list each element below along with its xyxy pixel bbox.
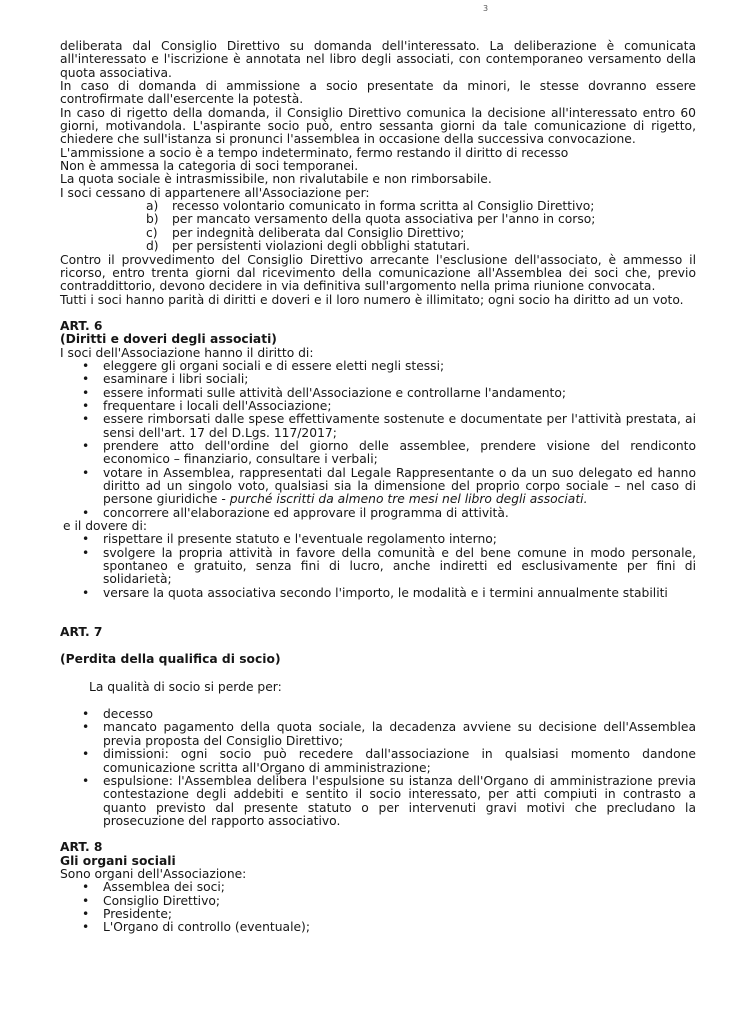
bullet-icon: • bbox=[82, 720, 90, 735]
cessation-letter: a) bbox=[146, 199, 159, 214]
cessation-letter: b) bbox=[146, 212, 159, 227]
intro-paragraph: In caso di rigetto della domanda, il Consiglio Direttivo comunica la decisione all'interessato entro 60 giorni, motivandola. L'aspirante socio può, entro sessanta giorni da tale comunicazione di rigetto, chiedere che sull'istanza si pronunci l'assemblea in occasione della successiva convocazione. bbox=[60, 105, 696, 147]
page-mark: 3 bbox=[483, 4, 489, 13]
intro-paragraph: Tutti i soci hanno parità di diritti e doveri e il loro numero è illimitato; ogni socio ha diritto ad un voto. bbox=[60, 292, 684, 307]
intro-paragraph: Non è ammessa la categoria di soci temporanei. bbox=[60, 159, 359, 174]
article-title: (Diritti e doveri degli associati) bbox=[60, 332, 277, 347]
list-item: • frequentare i locali dell'Associazione; bbox=[82, 398, 332, 413]
list-item: • mancato pagamento della quota sociale, la decadenza avviene su decisione dell'Assemblea previa proposta del Consiglio Direttivo; bbox=[82, 720, 696, 748]
list-item: • Assemblea dei soci; bbox=[82, 880, 225, 895]
cessation-item bbox=[146, 213, 696, 226]
bullet-icon: • bbox=[82, 880, 90, 895]
bullet-icon: • bbox=[82, 412, 90, 427]
bullet-icon: • bbox=[82, 707, 90, 722]
list-item: • concorrere all'elaborazione ed approvare il programma di attività. bbox=[82, 505, 509, 520]
article-number: ART. 8 bbox=[60, 840, 103, 855]
list-item: • Consiglio Direttivo; bbox=[82, 893, 221, 908]
list-item: • esaminare i libri sociali; bbox=[82, 372, 249, 387]
cessation-text: per persistenti violazioni degli obblighi statutari. bbox=[172, 239, 470, 254]
bullet-icon: • bbox=[82, 385, 90, 400]
cessation-text: recesso volontario comunicato in forma scritta al Consiglio Direttivo; bbox=[172, 199, 595, 214]
bullet-icon: • bbox=[82, 532, 90, 547]
intro-paragraph: Contro il provvedimento del Consiglio Direttivo arrecante l'esclusione dell'associato, è ammesso il ricorso, entro trenta giorni dal ricevimento della comunicazione all'Assemblea dei soci che, previo contraddittorio, devono decidere in via definitiva sull'argomento nella prima riunione convocata. bbox=[60, 252, 696, 294]
article-6 bbox=[60, 320, 696, 600]
article-number: ART. 7 bbox=[60, 625, 103, 640]
bullet-icon: • bbox=[82, 747, 90, 762]
cessation-text: per mancato versamento della quota associativa per l'anno in corso; bbox=[172, 212, 596, 227]
vote-item-italic: purché iscritti da almeno tre mesi nel libro degli associati. bbox=[229, 492, 588, 507]
bullet-icon: • bbox=[82, 358, 90, 373]
duties-list bbox=[60, 533, 696, 600]
cessation-item bbox=[146, 227, 696, 240]
intro-paragraph: I soci cessano di appartenere all'Associazione per: bbox=[60, 185, 370, 200]
list-item: • decesso bbox=[82, 707, 154, 722]
list-item: • essere rimborsati dalle spese effettivamente sostenute e documentate per l'attività prestata, ai sensi dell'art. 17 del D.Lgs. 117/2017; bbox=[82, 412, 696, 440]
vote-item-text: votare in Assemblea, rappresentati dal Legale Rappresentante o da un suo delegato ed hanno diritto ad un singolo voto, qualsiasi sia la dimensione del proprio corpo sociale – nel caso di persone giuridiche - bbox=[103, 465, 696, 507]
bullet-icon: • bbox=[82, 465, 90, 480]
bullet-icon: • bbox=[82, 438, 90, 453]
list-item: • L'Organo di controllo (eventuale); bbox=[82, 920, 310, 935]
cessation-list bbox=[60, 200, 696, 253]
bullet-icon: • bbox=[82, 372, 90, 387]
list-item: • prendere atto dell'ordine del giorno delle assemblee, prendere visione del rendiconto economico – finanziario, consultare i verbali; bbox=[82, 438, 696, 467]
list-item: • eleggere gli organi sociali e di essere eletti negli stessi; bbox=[82, 358, 445, 373]
list-item: • svolgere la propria attività in favore della comunità e del bene comune in modo personale, spontaneo e gratuito, senza fini di lucro, anche indiretti ed esclusivamente per fini di solidarietà; bbox=[82, 545, 696, 587]
bullet-icon: • bbox=[82, 398, 90, 413]
loss-intro: La qualità di socio si perde per: bbox=[89, 679, 282, 694]
article-7 bbox=[60, 626, 696, 828]
cessation-item bbox=[146, 240, 696, 253]
intro-paragraph: La quota sociale è intrasmissibile, non rivalutabile e non rimborsabile. bbox=[60, 172, 492, 187]
organs-intro: Sono organi dell'Associazione: bbox=[60, 866, 247, 881]
list-item: • espulsione: l'Assemblea delibera l'espulsione su istanza dell'Organo di amministrazione previa contestazione degli addebiti e sentito il socio interessato, per atti compiuti in contrasto a quanto previsto dal presente statuto o per intervenuti gravi motivi che precludano la prosecuzione del rapporto associativo. bbox=[82, 773, 696, 828]
list-item: • versare la quota associativa secondo l'importo, le modalità e i termini annualmente stabiliti bbox=[82, 585, 668, 600]
bullet-icon: • bbox=[82, 585, 90, 600]
organs-list bbox=[60, 881, 696, 934]
rights-list bbox=[60, 360, 696, 520]
list-item: • essere informati sulle attività dell'Associazione e controllarne l'andamento; bbox=[82, 385, 566, 400]
cessation-item bbox=[146, 200, 696, 213]
article-8 bbox=[60, 841, 696, 934]
document-page bbox=[60, 40, 696, 935]
bullet-icon: • bbox=[82, 893, 90, 908]
article-title: Gli organi sociali bbox=[60, 853, 176, 868]
bullet-icon: • bbox=[82, 545, 90, 560]
bullet-icon: • bbox=[82, 906, 90, 921]
list-item: • rispettare il presente statuto e l'eventuale regolamento interno; bbox=[82, 532, 497, 547]
list-item: • dimissioni: ogni socio può recedere dall'associazione in qualsiasi momento dandone comunicazione scritta all'Organo di amministrazione; bbox=[82, 747, 696, 775]
bullet-icon: • bbox=[82, 920, 90, 935]
duties-intro: e il dovere di: bbox=[63, 519, 148, 534]
intro-section bbox=[60, 40, 696, 307]
bullet-icon: • bbox=[82, 505, 90, 520]
intro-paragraph: deliberata dal Consiglio Direttivo su domanda dell'interessato. La deliberazione è comunicata all'interessato e l'iscrizione è annotata nel libro degli associati, con contemporaneo versamento della quota associativa. bbox=[60, 39, 696, 80]
rights-intro: I soci dell'Associazione hanno il diritto di: bbox=[60, 345, 314, 360]
cessation-text: per indegnità deliberata dal Consiglio Direttivo; bbox=[172, 225, 465, 240]
cessation-letter: c) bbox=[146, 225, 158, 240]
cessation-letter: d) bbox=[146, 239, 159, 254]
list-item: • Presidente; bbox=[82, 906, 173, 921]
list-item bbox=[60, 467, 696, 507]
article-title: (Perdita della qualifica di socio) bbox=[60, 652, 281, 667]
loss-list bbox=[60, 708, 696, 828]
bullet-icon: • bbox=[82, 773, 90, 788]
intro-paragraph: In caso di domanda di ammissione a socio presentate da minori, le stesse dovranno essere controfirmate dall'esercente la potestà. bbox=[60, 79, 696, 107]
intro-paragraph: L'ammissione a socio è a tempo indeterminato, fermo restando il diritto di recesso bbox=[60, 145, 569, 160]
article-number: ART. 6 bbox=[60, 318, 103, 333]
